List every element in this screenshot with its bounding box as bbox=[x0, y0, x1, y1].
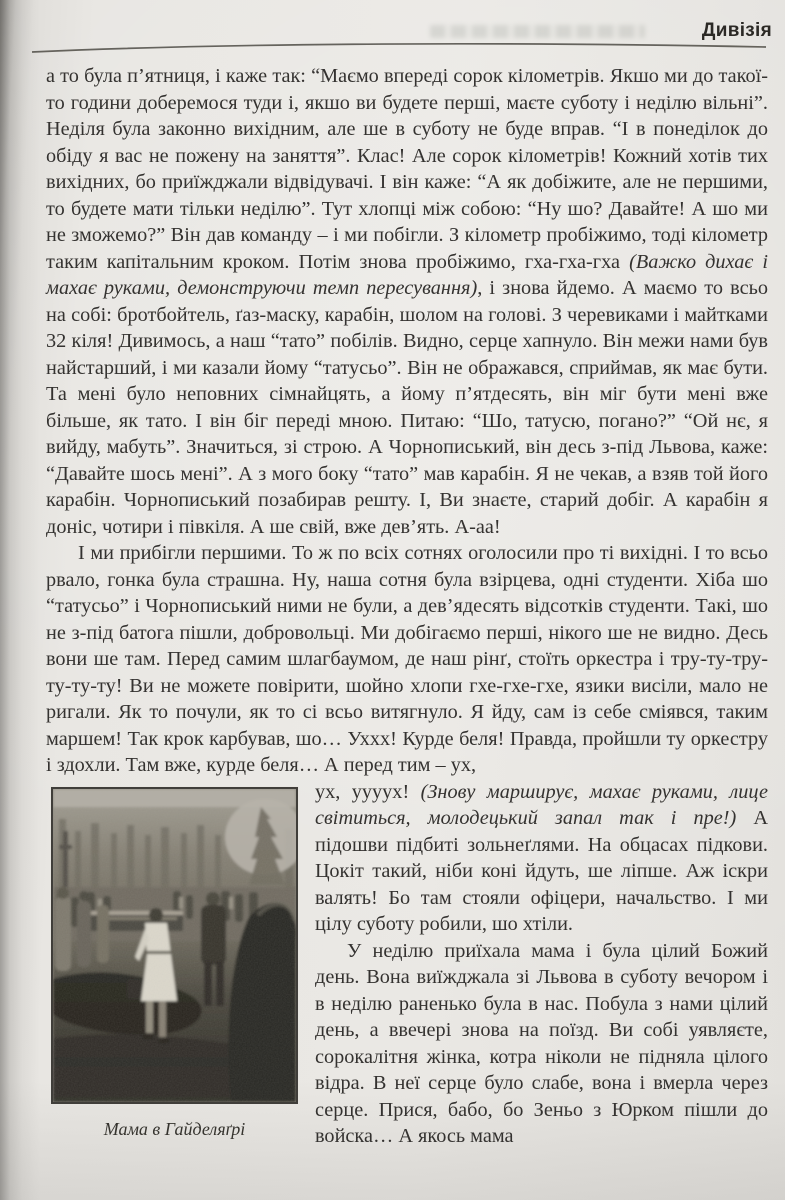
paragraph-2-continued: ух, уууух! (Знову марширує, махає руками, лице світиться, молодецький запал так і пре!) А підошви підбиті зольнеґлями. На обцасах підкови. Цокіт такий, ніби коні йдуть, ше ліпше. Аж іскри валять! Бо там стояли офіцери, начальство. І ми цілу суботу робили, шо хтіли. bbox=[315, 780, 768, 935]
photo-scene bbox=[53, 789, 296, 1102]
photo-caption: Мама в Гайделяґрі bbox=[103, 1118, 246, 1139]
photo-grain bbox=[53, 789, 296, 1102]
running-header: Дивізія bbox=[701, 20, 772, 41]
photo bbox=[51, 787, 298, 1104]
paragraph-1: а то була п’ятниця, і каже так: “Маємо впереді сорок кілометрів. Якшо ми до такої-то години доберемося туди і, якшо ви будете перші, маєте суботу і неділю вільні”. Неділя була законно вихідним, але ше в суботу не буде вправ. “І в понеділок до обіду я вас не пожену на заняття”. Клас! Але сорок кілометрів! Кожний хотів тих вихідних, бо приїжджали відвідувачі. І він каже: “А як добіжите, але не першими, то будете мати тільки неділю”. Тут хлопці між собою: “Ну шо? Давайте! А шо ми не зможемо?” Він дав команду – і ми побігли. З кілометр пробіжимо, тоді кілометр таким капітальним кроком. Потім знова пробіжимо, гха-гха-гха (Важко дихає і махає руками, демонструючи темп пересування), і знова йдемо. А маємо то всьо на собі: бротбойтель, ґаз-маску, карабін, шолом на голові. З черевиками і майтками 32 кіля! Дивимось, а наш “тато” побілів. Видно, серце хапнуло. Він межи нами був найстарший, і ми казали йому “татусьо”. Він не ображався, сприймав, як має бути. Та мені було неповних сімнайцять, а йому п’ятдесять, він міг бути мені вже більше, як тато. І він біг переді мною. Питаю: “Шо, татусю, погано?” “Ой нє, я вийду, мабуть”. Значиться, зі строю. А Чорнописький, він десь з-під Львова, каже: “Давайте шось мені”. А з мого боку “тато” мав карабін. Я не чекав, а взяв той його карабін. Чорнописький позабирав решту. І, Ви знаєте, старий добіг. А карабін я доніс, чотири і півкіля. А ше свій, вже дев’ять. А-аа! bbox=[46, 65, 768, 538]
header-rule bbox=[28, 38, 770, 58]
photo-figure bbox=[51, 787, 298, 1143]
bleed-through-text bbox=[430, 25, 645, 38]
page-gutter-shadow bbox=[0, 0, 40, 1200]
photo-section bbox=[46, 779, 768, 1150]
page-body bbox=[46, 63, 768, 1150]
paragraph-3: У неділю приїхала мама і була цілий Божий день. Вона виїжджала зі Львова в суботу вечором і в неділю раненько була в нас. Побула з нами цілий день, а ввечері знова на поїзд. Ви собі уявляєте, сорокалітня жінка, котра ніколи не підняла цілого відра. В неї серце було слабе, вона і вмерла через серце. Прися, бабо, бо Зеньо з Юрком пішли до войска… А якось мама bbox=[315, 939, 768, 1147]
paragraph-2: І ми прибігли першими. То ж по всіх сотнях оголосили про ті вихідні. І то всьо рвало, гонка була страшна. Ну, наша сотня була взірцева, одні студенти. Хіба шо “татусьо” і Чорнописький ними не були, а дев’ядесять відсотків студенти. Такі, шо не з-під батога пішли, добровольці. Ми добігаємо перші, нікого ше не видно. Десь вони ше там. Перед самим шлагбаумом, де наш рінґ, стоїть оркестра і тру-ту-тру-ту-ту-ту! Ви не можете повірити, шойно хлопи гхе-гхе-гхе, язики висіли, мало не ригали. Як то почули, як то сі всьо витягнуло. Я йду, сам із себе сміявся, таким маршем! Так крок карбував, шо… Уххх! Курде беля! Правда, пройшли ту оркестру і здохли. Там вже, курде беля… А перед тим – ух, bbox=[46, 542, 768, 776]
